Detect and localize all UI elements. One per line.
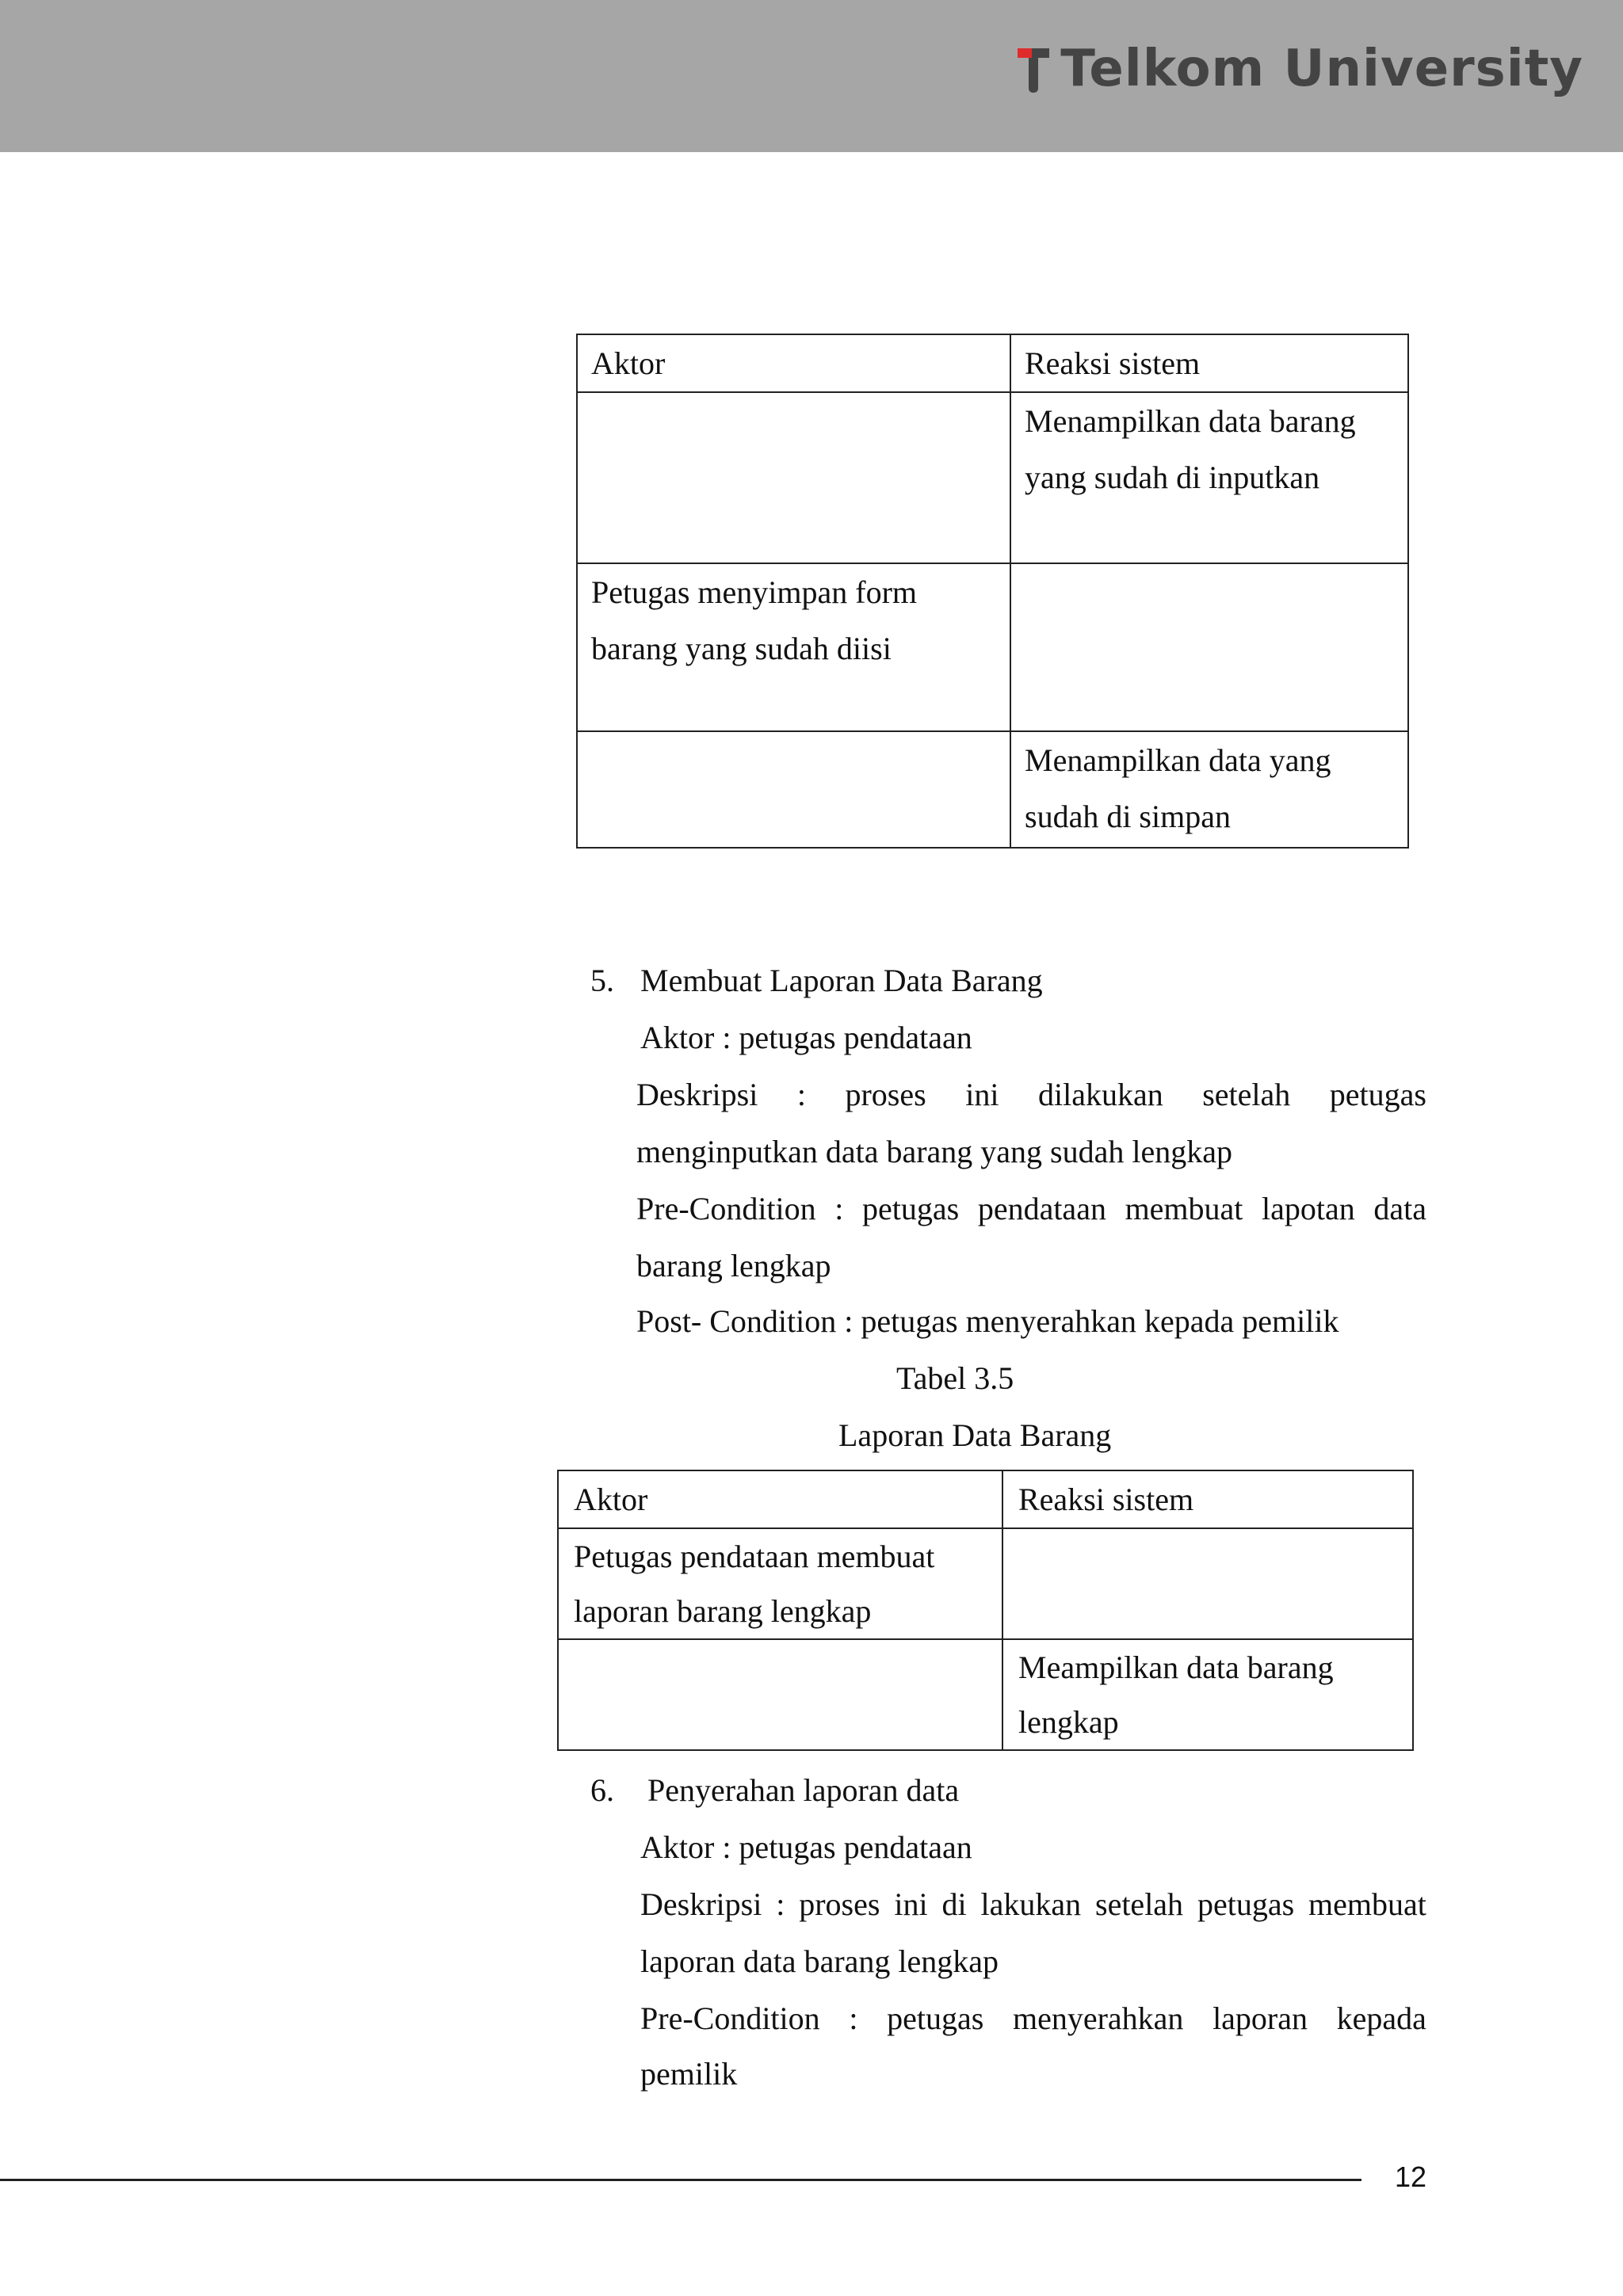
column-header-actor: Aktor (577, 334, 1010, 392)
table-cell-system (1002, 1639, 1413, 1750)
cell-line: lengkap (1018, 1704, 1119, 1740)
word: menyerahkan (1012, 2000, 1184, 2036)
word: : (849, 2000, 858, 2036)
cell-line: Petugas pendataan membuat (574, 1539, 935, 1574)
table-cell-system (1010, 392, 1408, 563)
table-cell-actor (577, 731, 1010, 848)
section-5-number: 5. (590, 963, 614, 998)
cell-line: Menampilkan data yang (1025, 742, 1331, 778)
header-band (0, 0, 1623, 152)
table-row (577, 731, 1408, 848)
table-cell-actor (577, 563, 1010, 731)
table-cell-actor (558, 1528, 1002, 1639)
word: Deskripsi (636, 1077, 758, 1112)
table-laporan-data-barang (557, 1470, 1414, 1751)
page-number: 12 (1395, 2161, 1427, 2193)
word: petugas (1197, 1886, 1295, 1922)
table-cell-system (1010, 731, 1408, 848)
table-header-row (577, 334, 1408, 392)
cell-line: laporan barang lengkap (574, 1593, 872, 1629)
word: : (834, 1191, 844, 1226)
column-header-system: Reaksi sistem (1010, 334, 1408, 392)
table-cell-system (1010, 563, 1408, 731)
table-actor-system-reaction (576, 334, 1409, 849)
section-6-description-cont: laporan data barang lengkap (640, 1943, 999, 1979)
section-5-description (636, 1079, 1426, 1111)
word: lakukan (980, 1886, 1082, 1922)
cell-line: barang yang sudah diisi (591, 631, 892, 666)
word: setelah (1202, 1077, 1291, 1112)
word: dilakukan (1037, 1077, 1163, 1112)
word: setelah (1095, 1886, 1184, 1922)
word: petugas (862, 1191, 960, 1226)
word: petugas (1329, 1077, 1426, 1112)
cell-line: Menampilkan data barang (1025, 403, 1356, 439)
word: proses (845, 1077, 926, 1112)
cell-line: Petugas menyimpan form (591, 574, 918, 610)
telkom-university-mark-icon (1016, 44, 1051, 94)
section-6-precondition-cont: pemilik (640, 2056, 738, 2092)
word: lapotan (1262, 1191, 1355, 1226)
table-caption: Tabel 3.5 (896, 1360, 1014, 1396)
word: di (941, 1886, 967, 1922)
table-row (577, 563, 1408, 731)
word: : (796, 1077, 806, 1112)
word: ini (965, 1077, 999, 1112)
section-5-postcondition: Post- Condition : petugas menyerahkan kepada pemilik (636, 1303, 1339, 1339)
section-6-actor: Aktor : petugas pendataan (640, 1829, 972, 1865)
word: data (1373, 1191, 1426, 1226)
word: Pre-Condition (636, 1191, 816, 1226)
section-6-number: 6. (590, 1772, 614, 1808)
table-cell-actor (577, 392, 1010, 563)
word: pendataan (977, 1191, 1106, 1226)
footer-rule (0, 2179, 1361, 2181)
word: petugas (887, 2000, 984, 2036)
section-5-description-cont: menginputkan data barang yang sudah lengkap (636, 1134, 1232, 1169)
word: Pre-Condition (640, 2000, 820, 2036)
word: membuat (1308, 1886, 1426, 1922)
cell-line: yang sudah di inputkan (1025, 460, 1320, 495)
table-header-row (558, 1470, 1413, 1528)
word: proses (799, 1886, 880, 1922)
word: ini (894, 1886, 928, 1922)
word: kepada (1336, 2000, 1426, 2036)
section-6-precondition (640, 2000, 1426, 2036)
section-5-precondition (636, 1193, 1426, 1225)
table-cell-system (1002, 1528, 1413, 1639)
column-header-actor: Aktor (558, 1470, 1002, 1528)
table-row (558, 1528, 1413, 1639)
column-header-system: Reaksi sistem (1002, 1470, 1413, 1528)
section-5-title: Membuat Laporan Data Barang (640, 963, 1043, 998)
section-5-actor: Aktor : petugas pendataan (640, 1020, 972, 1055)
table-row (577, 392, 1408, 563)
table-row (558, 1639, 1413, 1750)
section-6-title: Penyerahan laporan data (647, 1772, 960, 1808)
word: laporan (1212, 2000, 1308, 2036)
telkom-university-logo (1016, 40, 1583, 98)
cell-line: Meampilkan data barang (1018, 1650, 1334, 1685)
section-6-description (640, 1886, 1426, 1922)
word: membuat (1125, 1191, 1243, 1226)
cell-line: sudah di simpan (1025, 799, 1231, 834)
word: : (776, 1886, 785, 1922)
logo-text: Telkom University (1060, 40, 1583, 98)
table-cell-actor (558, 1639, 1002, 1750)
word: Deskripsi (640, 1886, 762, 1922)
table-title: Laporan Data Barang (838, 1417, 1112, 1453)
section-5-precondition-cont: barang lengkap (636, 1248, 831, 1283)
